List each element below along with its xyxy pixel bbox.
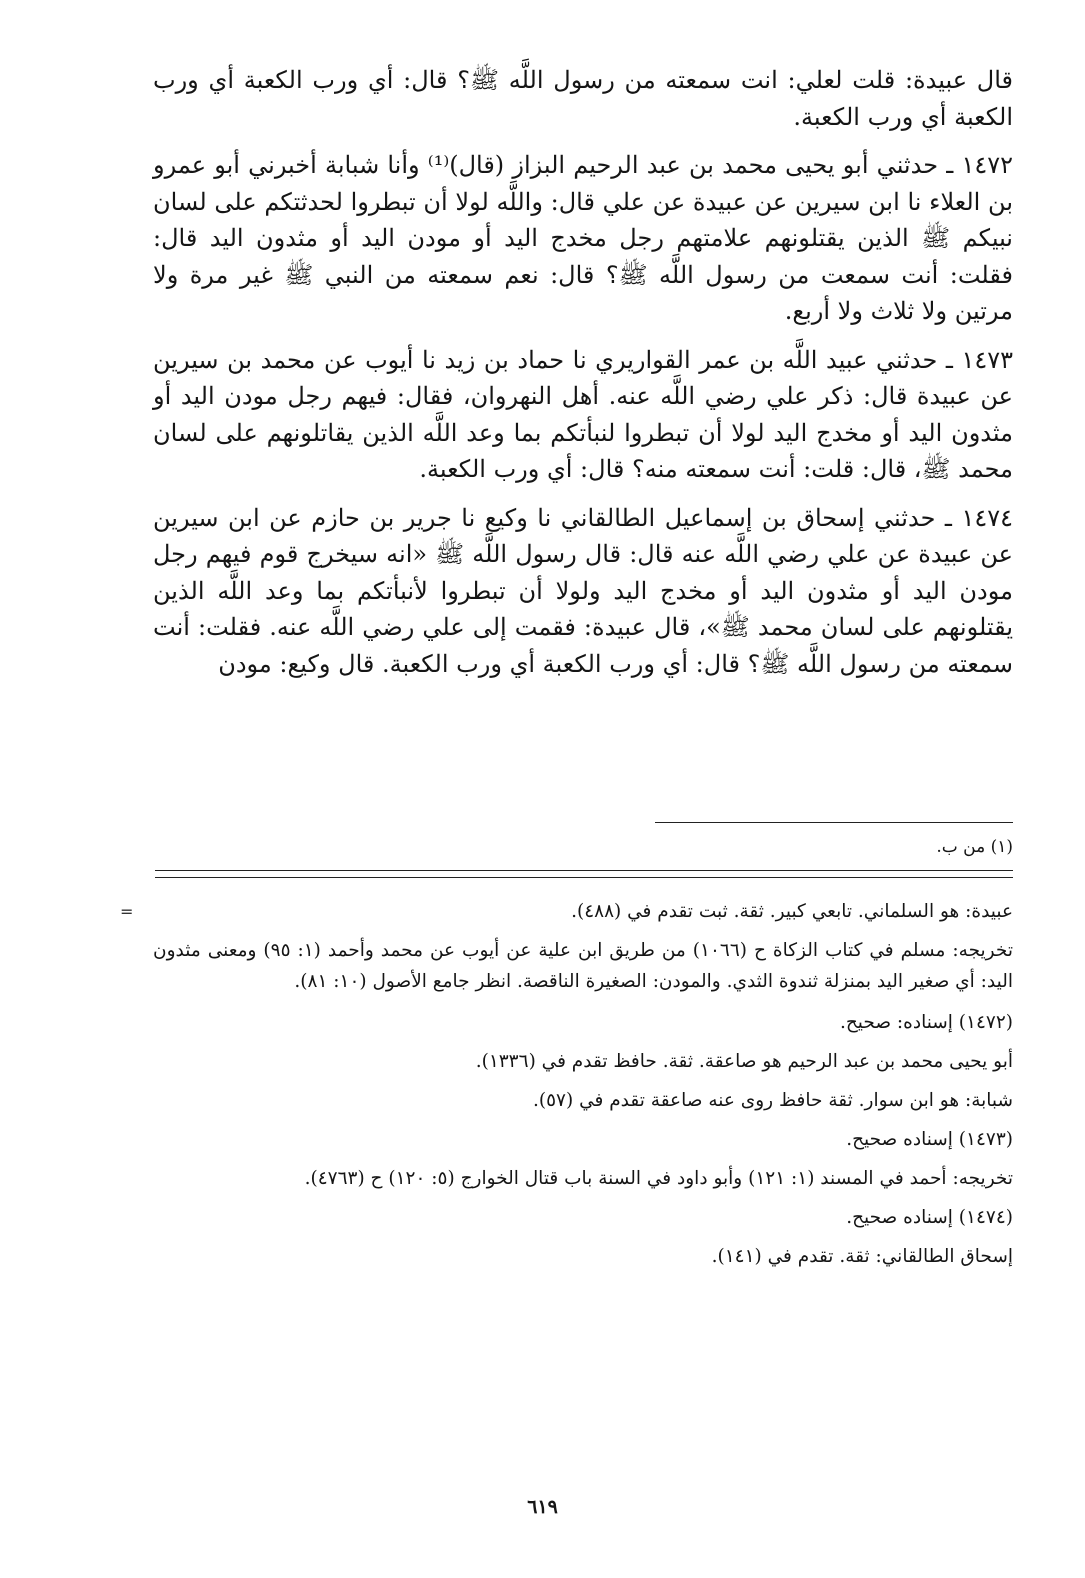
paragraph-continuation: قال عبيدة: قلت لعلي: انت سمعته من رسول اللَّه ﷺ؟ قال: أي ورب الكعبة أي ورب الكعبة أي ورب الكعبة. [153, 66, 1013, 131]
hadith-1472: ١٤٧٢ ـ حدثني أبو يحيى محمد بن عبد الرحيم البزاز (قال)⁽¹⁾ وأنا شبابة أخبرني أبو عمرو بن العلاء نا ابن سيرين عن عبيدة عن علي قال: واللَّه لولا أن تبطروا لحدثتكم على لسان نبيكم ﷺ الذين يقتلونهم علامتهم رجل مخدج اليد أو مودن اليد أو مثدون اليد قال: فقلت: أنت سمعت من رسول اللَّه ﷺ؟ قال: نعم سمعته من النبي ﷺ غير مرة ولا مرتين ولا ثلاث ولا أربع. [153, 151, 1013, 325]
main-text [153, 62, 1013, 694]
note-shababa: شبابة: هو ابن سوار. ثقة حافظ روى عنه صاعقة تقدم في (٥٧). [533, 1090, 1013, 1111]
hadith-1474: ١٤٧٤ ـ حدثني إسحاق بن إسماعيل الطالقاني نا وكيع نا جرير بن حازم عن ابن سيرين عن عبيدة عن علي رضي اللَّه عنه قال: قال رسول اللَّه ﷺ «انه سيخرج قوم فيهم رجل مودن اليد أو مثدون اليد أو مخدج اليد ولولا أن تبطروا لأنبأتكم بما وعد اللَّه الذين يقتلونهم على لسان محمد ﷺ»، قال عبيدة: فقمت إلى علي رضي اللَّه عنه. فقلت: أنت سمعته من رسول اللَّه ﷺ؟ قال: أي ورب الكعبة أي ورب الكعبة. قال وكيع: مودن [153, 503, 1013, 678]
footnote-divider [655, 822, 1013, 823]
page-number: ٦١٩ [527, 1496, 558, 1518]
note-isnad-1473: (١٤٧٣) إسناده صحيح. [846, 1129, 1013, 1150]
note-takhrij-2: تخريجه: أحمد في المسند (١: ١٢١) وأبو داود في السنة باب قتال الخوارج (٥: ١٢٠) ح (٤٧٦٣). [304, 1168, 1013, 1189]
note-isnad-1472: (١٤٧٢) إسناده: صحيح. [839, 1012, 1013, 1033]
footnote: (١) من ب. [936, 837, 1013, 857]
note-abu-yahya: أبو يحيى محمد بن عبد الرحيم هو صاعقة. ثقة. حافظ تقدم في (١٣٣٦). [475, 1051, 1013, 1072]
commentary-divider [155, 870, 1013, 878]
note-ubayda: عبيدة: هو السلماني. تابعي كبير. ثقة. ثبت تقدم في (٤٨٨). [571, 901, 1013, 922]
note-ishaq: إسحاق الطالقاني: ثقة. تقدم في (١٤١). [711, 1246, 1013, 1267]
continuation-mark: = [120, 902, 134, 921]
hadith-1473: ١٤٧٣ ـ حدثني عبيد اللَّه بن عمر القواريري نا حماد بن زيد نا أيوب عن محمد بن سيرين عن عبيدة قال: ذكر علي رضي اللَّه عنه. أهل النهروان، فقال: فيهم رجل مودن اليد أو مثدون اليد أو مخدج اليد لولا أن تبطروا لنبأتكم بما وعد اللَّه الذين يقاتلونهم على لسان محمد ﷺ، قال: قلت: أنت سمعته منه؟ قال: أي ورب الكعبة. [153, 345, 1013, 483]
commentary-notes [153, 896, 1013, 1280]
note-takhrij-1: تخريجه: مسلم في كتاب الزكاة ح (١٠٦٦) من طريق ابن علية عن أيوب عن محمد وأحمد (١: ٩٥) ومعنى مثدون اليد: أي صغير اليد بمنزلة ثندوة الثدي. والمودن: الصغيرة الناقصة. انظر جامع الأصول (١٠: ٨١). [153, 940, 1013, 992]
note-isnad-1474: (١٤٧٤) إسناده صحيح. [846, 1207, 1013, 1228]
